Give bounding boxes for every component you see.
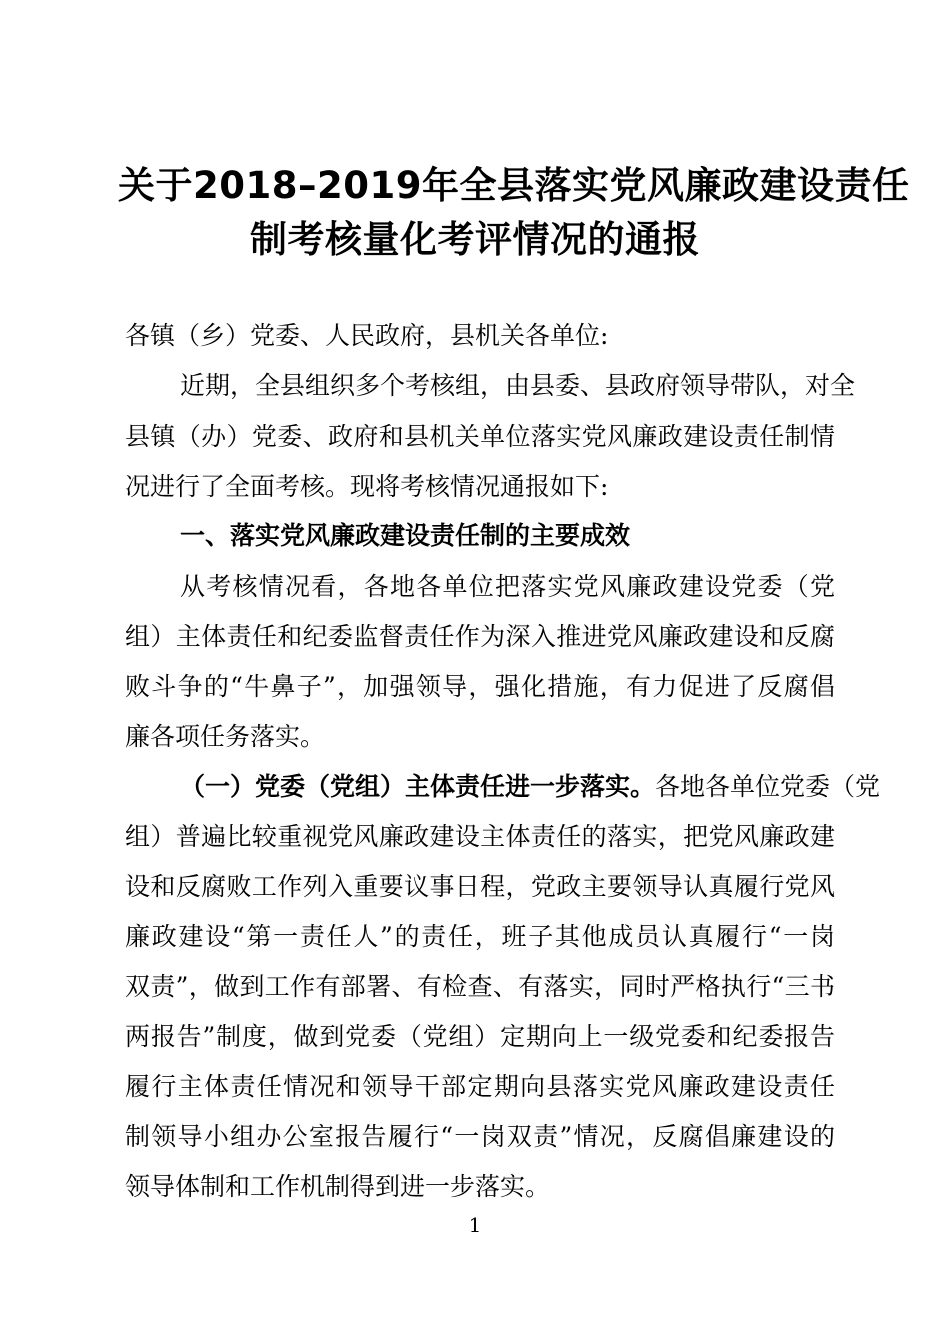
paragraph-line: 近期，全县组织多个考核组，由县委、县政府领导带队，对全 [180, 371, 856, 400]
paragraph-line: 制领导小组办公室报告履行“一岗双责”情况，反腐倡廉建设的 [125, 1122, 835, 1151]
paragraph-line: 廉政建设“第一责任人”的责任，班子其他成员认真履行“一岗 [125, 922, 835, 951]
paragraph-text: 各地各单位党委（党 [655, 772, 881, 801]
paragraph-line: 败斗争的“牛鼻子”，加强领导，强化措施，有力促进了反腐倡 [125, 672, 835, 701]
paragraph-line: 况进行了全面考核。现将考核情况通报如下: [125, 472, 609, 501]
paragraph-line: 县镇（办）党委、政府和县机关单位落实党风廉政建设责任制情 [125, 422, 835, 451]
paragraph-line: 设和反腐败工作列入重要议事日程，党政主要领导认真履行党风 [125, 872, 835, 901]
paragraph-line: 廉各项任务落实。 [125, 722, 326, 751]
paragraph-line: 组）主体责任和纪委监督责任作为深入推进党风廉政建设和反腐 [125, 622, 835, 651]
document-title-line-2: 制考核量化考评情况的通报 [250, 218, 700, 261]
section-heading: 一、落实党风廉政建设责任制的主要成效 [180, 521, 631, 550]
paragraph-line: 从考核情况看，各地各单位把落实党风廉政建设党委（党 [180, 572, 835, 601]
paragraph-line: 领导体制和工作机制得到进一步落实。 [125, 1172, 551, 1201]
subsection-paragraph-first-line [180, 770, 881, 804]
paragraph-line: 组）普遍比较重视党风廉政建设主体责任的落实，把党风廉政建 [125, 822, 835, 851]
page-number: 1 [468, 1213, 482, 1237]
paragraph-line: 两报告”制度，做到党委（党组）定期向上一级党委和纪委报告 [125, 1022, 835, 1051]
paragraph-line: 履行主体责任情况和领导干部定期向县落实党风廉政建设责任 [125, 1072, 835, 1101]
subsection-heading: （一）党委（党组）主体责任进一步落实。 [180, 772, 656, 801]
document-title-line-1: 关于2018–2019年全县落实党风廉政建设责任 [118, 164, 910, 207]
salutation: 各镇（乡）党委、人民政府，县机关各单位: [125, 321, 609, 350]
paragraph-line: 双责”，做到工作有部署、有检查、有落实，同时严格执行“三书 [125, 972, 835, 1001]
